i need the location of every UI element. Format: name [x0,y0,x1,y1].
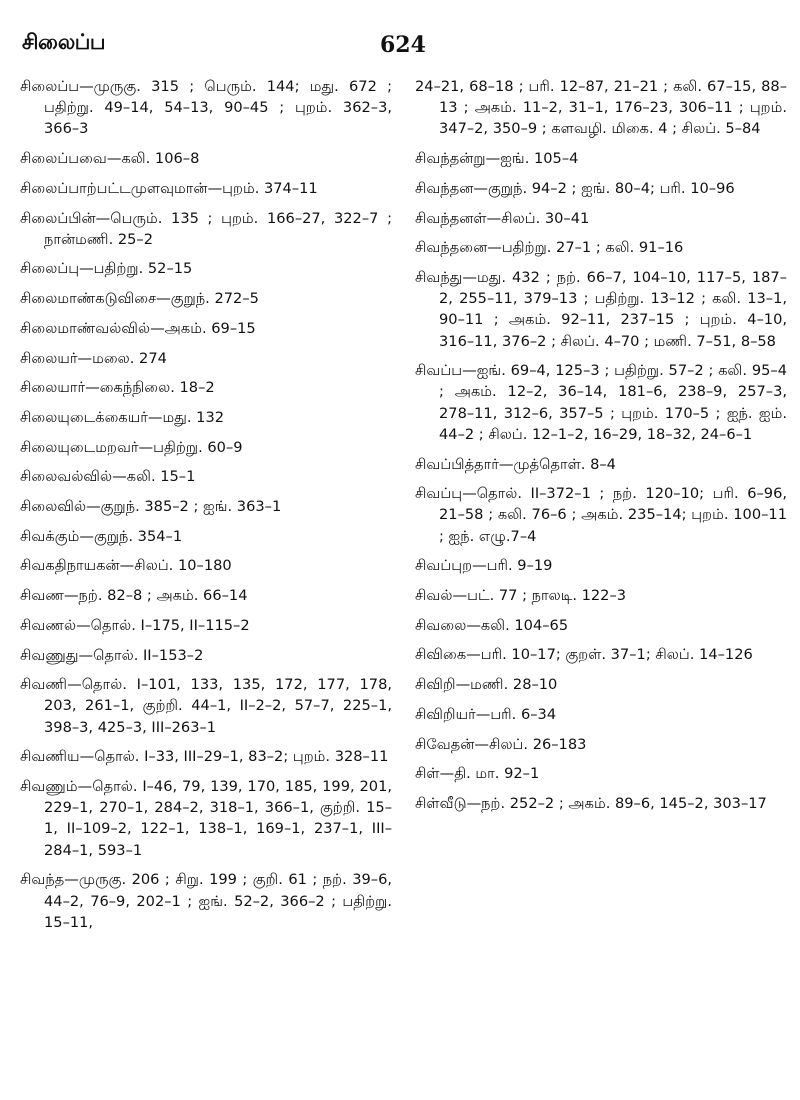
index-column-left [20,76,392,942]
index-entry: சிலைவில்—குறுந். 385–2 ; ஐங். 363–1 [20,498,282,516]
index-entry: சிலையார்—கைந்நிலை. 18–2 [20,379,215,397]
index-entry: சிவப்ப—ஐங். 69–4, 125–3 ; பதிற்று. 57–2 ; கலி. 95–4 ; அகம். 12–2, 36–14, 181–6, 238–9, 257–3, 278–11, 312–6, 357–5 ; புறம். 170–5 ; ஐந். ஐம். 44–2 ; சிலப். 12–1–2, 16–29, 18–32, 24–6–1 [415,362,787,443]
index-entry: சிவிகை—பரி. 10–17; குறள். 37–1; சிலப். 14–126 [415,646,753,664]
index-entry: சிவணுது—தொல். II–153–2 [20,646,204,664]
index-entry: சிவந்தனள்—சிலப். 30–41 [415,209,590,227]
index-entry: சிவணிய—தொல். I–33, III–29–1, 83–2; புறம். 328–11 [20,748,389,766]
index-entry: சிவணும்—தொல். I–46, 79, 139, 170, 185, 199, 201, 229–1, 270–1, 284–2, 318–1, 366–1, குற்றி. 15–1, II–109–2, 122–1, 138–1, 169–1, 237–1, III–284–1, 593–1 [20,778,392,859]
index-entry: சிலைப்ப—முருகு. 315 ; பெரும். 144; மது. 672 ; பதிற்று. 49–14, 54–13, 90–45 ; புறம். 362–3, 366–3 [20,78,392,138]
index-entry: சிவணல்—தொல். I–175, II–115–2 [20,616,250,634]
index-entry: சிவேதன்—சிலப். 26–183 [415,735,587,753]
index-entry: சிவந்தனை—பதிற்று. 27–1 ; கலி. 91–16 [415,239,684,257]
index-entry: சிவப்பித்தார்—முத்தொள். 8–4 [415,455,616,473]
index-entry: சிவிறியர்—பரி. 6–34 [415,705,557,723]
index-entry: சிலைப்பாற்பட்டமுளவுமான்—புறம். 374–11 [20,179,318,197]
index-entry: சிலைப்பவை—கலி. 106–8 [20,150,200,168]
index-entry: சிவண—நற். 82–8 ; அகம். 66–14 [20,587,248,605]
index-entry: சிவல்—பட். 77 ; நாலடி. 122–3 [415,587,627,605]
index-entry: சிலையர்—மலை. 274 [20,349,167,367]
running-head: சிலைப்ப [22,30,106,54]
index-entry: சிவந்த—முருகு. 206 ; சிறு. 199 ; குறி. 61 ; நற். 39–6, 44–2, 76–9, 202–1 ; ஐங். 52–2, 366–2 ; பதிற்று. 15–11, [20,871,392,931]
index-entry: சிள்வீடு—நற். 252–2 ; அகம். 89–6, 145–2, 303–17 [415,794,767,812]
index-column-right [415,76,787,823]
index-entry: சிவிறி—மணி. 28–10 [415,676,558,694]
index-entry: சிவலை—கலி. 104–65 [415,616,569,634]
index-entry: சிலையுடைமறவர்—பதிற்று. 60–9 [20,438,243,456]
index-entry: சிலைப்பு—பதிற்று. 52–15 [20,260,193,278]
index-entry: சிலைமாண்வல்வில்—அகம். 69–15 [20,319,256,337]
index-entry: சிலைவல்வில்—கலி. 15–1 [20,468,196,486]
page-number: 624 [380,32,426,58]
index-entry: சிலையுடைக்கையர்—மது. 132 [20,408,225,426]
index-entry: சிலைப்பின்—பெரும். 135 ; புறம். 166–27, 322–7 ; நான்மணி. 25–2 [20,209,392,248]
index-entry: சிவந்தன—குறுந். 94–2 ; ஐங். 80–4; பரி. 10–96 [415,179,735,197]
index-entry: சிவந்தன்று—ஐங். 105–4 [415,150,579,168]
page-header [0,0,800,60]
index-entry: சிவப்புற—பரி. 9–19 [415,557,553,575]
index-entry-continuation: 24–21, 68–18 ; பரி. 12–87, 21–21 ; கலி. 67–15, 88–13 ; அகம். 11–2, 31–1, 176–23, 306–11 ; புறம். 347–2, 350–9 ; களவழி. மிகை. 4 ; சிலப். 5–84 [415,78,787,138]
index-entry: சிவகதிநாயகன்—சிலப். 10–180 [20,557,232,575]
index-entry: சிவந்து—மது. 432 ; நற். 66–7, 104–10, 117–5, 187–2, 255–11, 379–13 ; பதிற்று. 13–12 ; கலி. 13–1, 90–11 ; அகம். 92–11, 237–15 ; புறம். 4–10, 316–11, 376–2 ; சிலப். 4–70 ; மணி. 7–51, 8–58 [415,268,787,350]
index-entry: சிவப்பு—தொல். II–372–1 ; நற். 120–10; பரி. 6–96, 21–58 ; கலி. 76–6 ; அகம். 235–14; புறம். 100–11 ; ஐந். எழு.7–4 [415,485,787,545]
index-entry: சிள்—தி. மா. 92–1 [415,765,540,783]
index-entry: சிலைமாண்கடுவிசை—குறுந். 272–5 [20,290,259,308]
index-entry: சிவணி—தொல். I–101, 133, 135, 172, 177, 178, 203, 261–1, குற்றி. 44–1, II–2–2, 57–7, 225–1, 398–3, 425–3, III–263–1 [20,676,392,736]
index-entry: சிவக்கும்—குறுந். 354–1 [20,527,183,545]
